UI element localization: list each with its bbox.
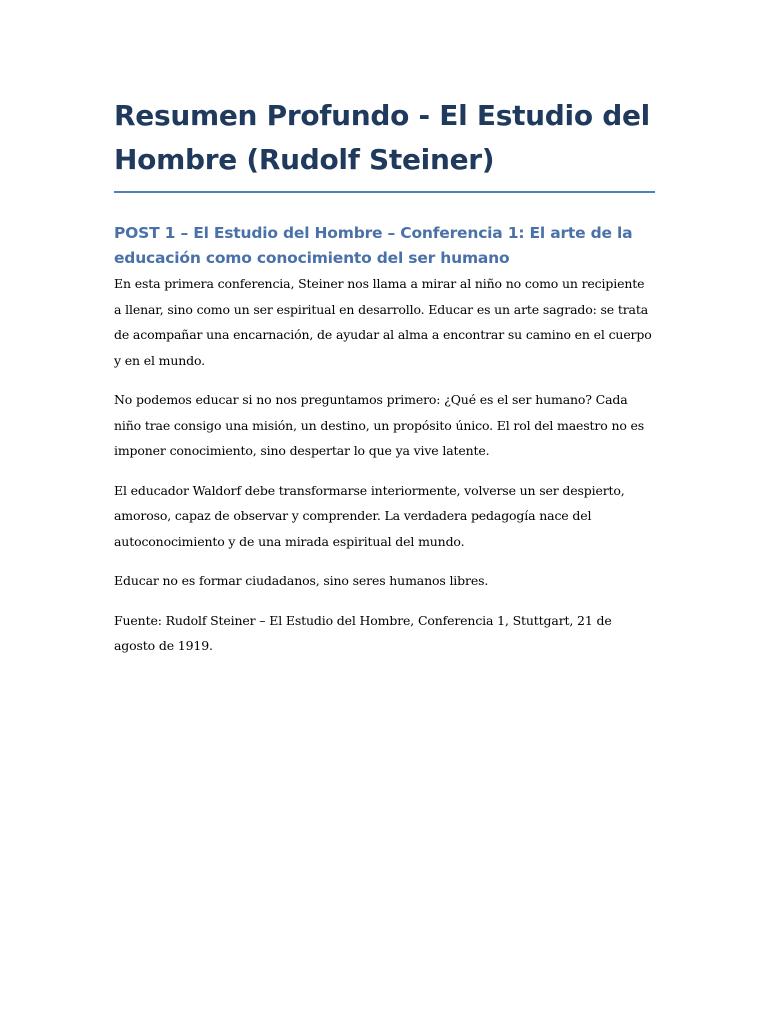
body-paragraph: No podemos educar si no nos preguntamos primero: ¿Qué es el ser humano? Cada niño trae consigo una misión, un destino, un propósito único. El rol del maestro no es imponer conocimiento, sino despertar lo que ya vive latente.: [114, 392, 645, 458]
body-paragraph: En esta primera conferencia, Steiner nos llama a mirar al niño no como un recipiente a llenar, sino como un ser espiritual en desarrollo. Educar es un arte sagrado: se trata de acompañar una encarnación, de ayudar al alma a encontrar su camino en el cuerpo y en el mundo.: [114, 276, 652, 368]
post-heading: POST 1 – El Estudio del Hombre – Conferencia 1: El arte de la educación como conocimiento del ser humano: [114, 224, 633, 267]
body-paragraph: Educar no es formar ciudadanos, sino seres humanos libres.: [114, 573, 489, 588]
source-citation: Fuente: Rudolf Steiner – El Estudio del Hombre, Conferencia 1, Stuttgart, 21 de agosto de 1919.: [114, 612, 612, 653]
document-title: Resumen Profundo - El Estudio del Hombre (Rudolf Steiner): [114, 94, 655, 193]
document-page: [114, 94, 655, 673]
body-paragraph: El educador Waldorf debe transformarse interiormente, volverse un ser despierto, amoroso, capaz de observar y comprender. La verdadera pedagogía nace del autoconocimiento y de una mirada espiritual del mundo.: [114, 482, 625, 549]
